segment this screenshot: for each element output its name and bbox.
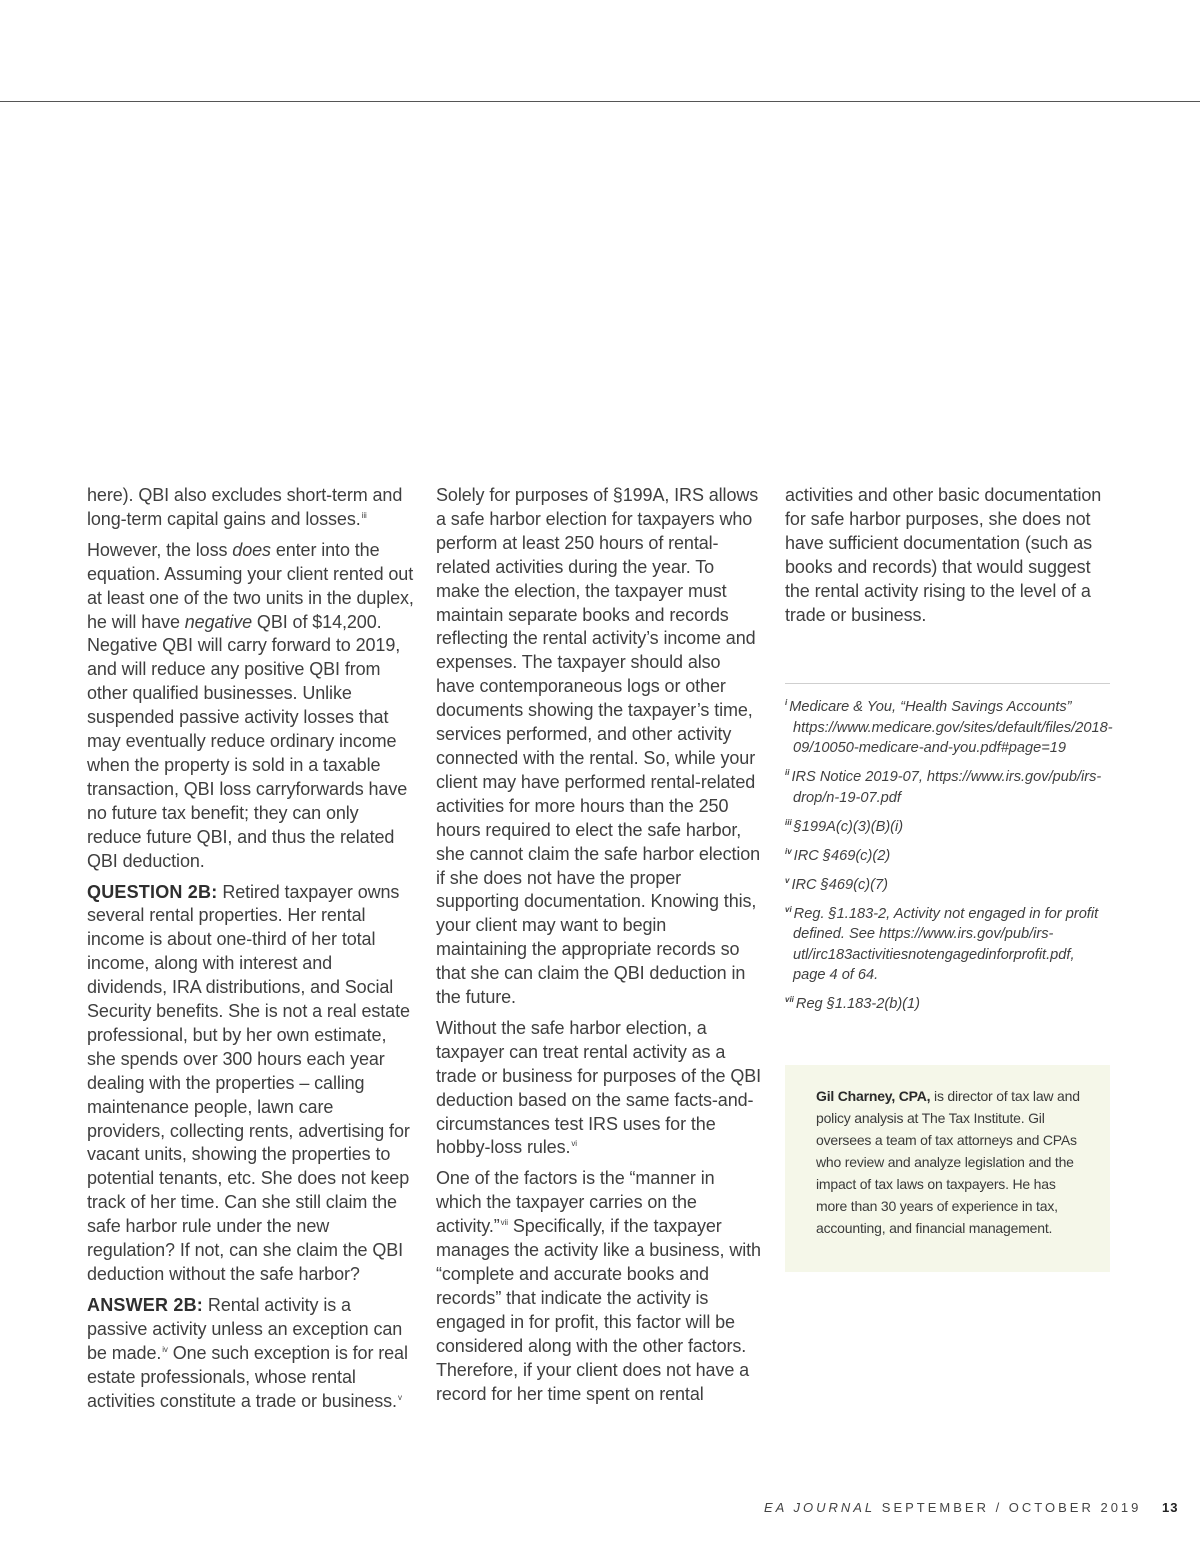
author-bio-box: [785, 1065, 1110, 1272]
article-column-1: [87, 484, 415, 1420]
footnote-item: $^{ii}$ IRS Notice 2019-07, https://www.irs.gov/pub/irs-drop/n-19-07.pdf: [785, 768, 1102, 806]
article-column-2: [436, 484, 762, 1413]
author-bio: Gil Charney, CPA, is director of tax law and policy analysis at The Tax Institute. Gil oversees a team of tax attorneys and CPAs who review and analyze legislation and the impact of tax laws on taxpayers. He has more than 30 years of experience in tax, accounting, and financial management.: [816, 1088, 1080, 1236]
publication-name: EA JOURNAL: [764, 1500, 876, 1515]
question-label: QUESTION 2B:: [87, 881, 218, 902]
paragraph: Without the safe harbor election, a taxpayer can treat rental activity as a trade or business for purposes of the QBI deduction based on the same facts-and-circumstances test IRS uses for the hobby-loss rules.$^{vi}$: [436, 1017, 762, 1158]
footnote-ref: v: [397, 1392, 402, 1402]
paragraph: here). QBI also excludes short-term and long-term capital gains and losses.$^{iii}$: [87, 485, 403, 529]
answer-paragraph: ANSWER 2B: Rental activity is a passive activity unless an exception can be made.$^{iv}$ One such exception is for real estate professionals, whose rental activities constitute a trade or business.$^v$: [87, 1294, 408, 1411]
paragraph: One of the factors is the “manner in which the taxpayer carries on the activity.”$^{vii}$ Specifically, if the taxpayer manages the activity like a business, with “complete and accurate books and records” that indicate the activity is engaged in for profit, this factor will be considered along with the other factors. Therefore, if your client does not have a record for her time spent on rental: [436, 1168, 761, 1404]
article-column-3: [785, 484, 1115, 634]
answer-label: ANSWER 2B:: [87, 1294, 204, 1315]
footnote-ref: vii: [500, 1218, 508, 1228]
footnote-item: $^i$ Medicare & You, “Health Savings Accounts” https://www.medicare.gov/sites/default/files/2018-09/10050-medicare-and-you.pdf#page=19: [785, 698, 1113, 756]
footnotes-divider: [785, 683, 1110, 684]
paragraph: However, the loss does enter into the equation. Assuming your client rented out at least one of the two units in the duplex, he will have negative QBI of $14,200. Negative QBI will carry forward to 2019, and will reduce any positive QBI from other qualified businesses. Unlike suspended passive activity losses that may eventually reduce ordinary income when the property is sold in a taxable transaction, QBI loss carryforwards have no future tax benefit; they can only reduce future QBI, and thus the related QBI deduction.: [87, 539, 414, 871]
footnote-item: $^{iv}$ IRC §469(c)(2): [785, 846, 891, 864]
footnote-item: $^v$ IRC §469(c)(7): [785, 875, 888, 893]
footnote-ref: iv: [162, 1344, 168, 1354]
paragraph: activities and other basic documentation for safe harbor purposes, she does not have sufficient documentation (such as books and records) that would suggest the rental activity rising to the level of a trade or business.: [785, 485, 1102, 625]
footnote-item: $^{vi}$ Reg. §1.183-2, Activity not engaged in for profit defined. See https://www.irs.gov/pub/irs-utl/irc183activitiesnotengagedinforprofit.pdf, page 4 of 64.: [785, 904, 1099, 983]
footnote-item: $^{iii}$ §199A(c)(3)(B)(i): [785, 817, 904, 835]
paragraph: Solely for purposes of §199A, IRS allows a safe harbor election for taxpayers who perform at least 250 hours of rental-related activities during the year. To make the election, the taxpayer must maintain separate books and records reflecting the rental activity’s income and expenses. The taxpayer should also have contemporaneous logs or other documents showing the taxpayer’s time, services performed, and other activity connected with the rental. So, while your client may have performed rental-related activities for more hours than the 250 hours required to elect the safe harbor, she cannot claim the safe harbor election if she does not have the proper supporting documentation. Knowing this, your client may want to begin maintaining the appropriate records so that she can claim the QBI deduction in the future.: [436, 485, 761, 1008]
footnotes: [785, 697, 1113, 1023]
issue-date: SEPTEMBER / OCTOBER 2019: [881, 1500, 1142, 1515]
footnote-ref: iii: [361, 510, 367, 520]
author-name: Gil Charney, CPA,: [816, 1088, 931, 1104]
footnote-ref: vi: [571, 1139, 577, 1149]
page-footer: [764, 1500, 1179, 1515]
footnote-item: $^{vii}$ Reg §1.183-2(b)(1): [785, 995, 921, 1012]
header-rule: [0, 101, 1200, 102]
question-paragraph: QUESTION 2B: Retired taxpayer owns several rental properties. Her rental income is about one-third of her total income, along with interest and dividends, IRA distributions, and Social Security benefits. She is not a real estate professional, but by her own estimate, she spends over 300 hours each year dealing with the properties – calling maintenance people, lawn care providers, collecting rents, advertising for vacant units, showing the properties to potential tenants, etc. She does not keep track of her time. Can she still claim the safe harbor rule under the new regulation? If not, can she claim the QBI deduction without the safe harbor?: [87, 881, 410, 1284]
page-number: 13: [1162, 1500, 1179, 1515]
